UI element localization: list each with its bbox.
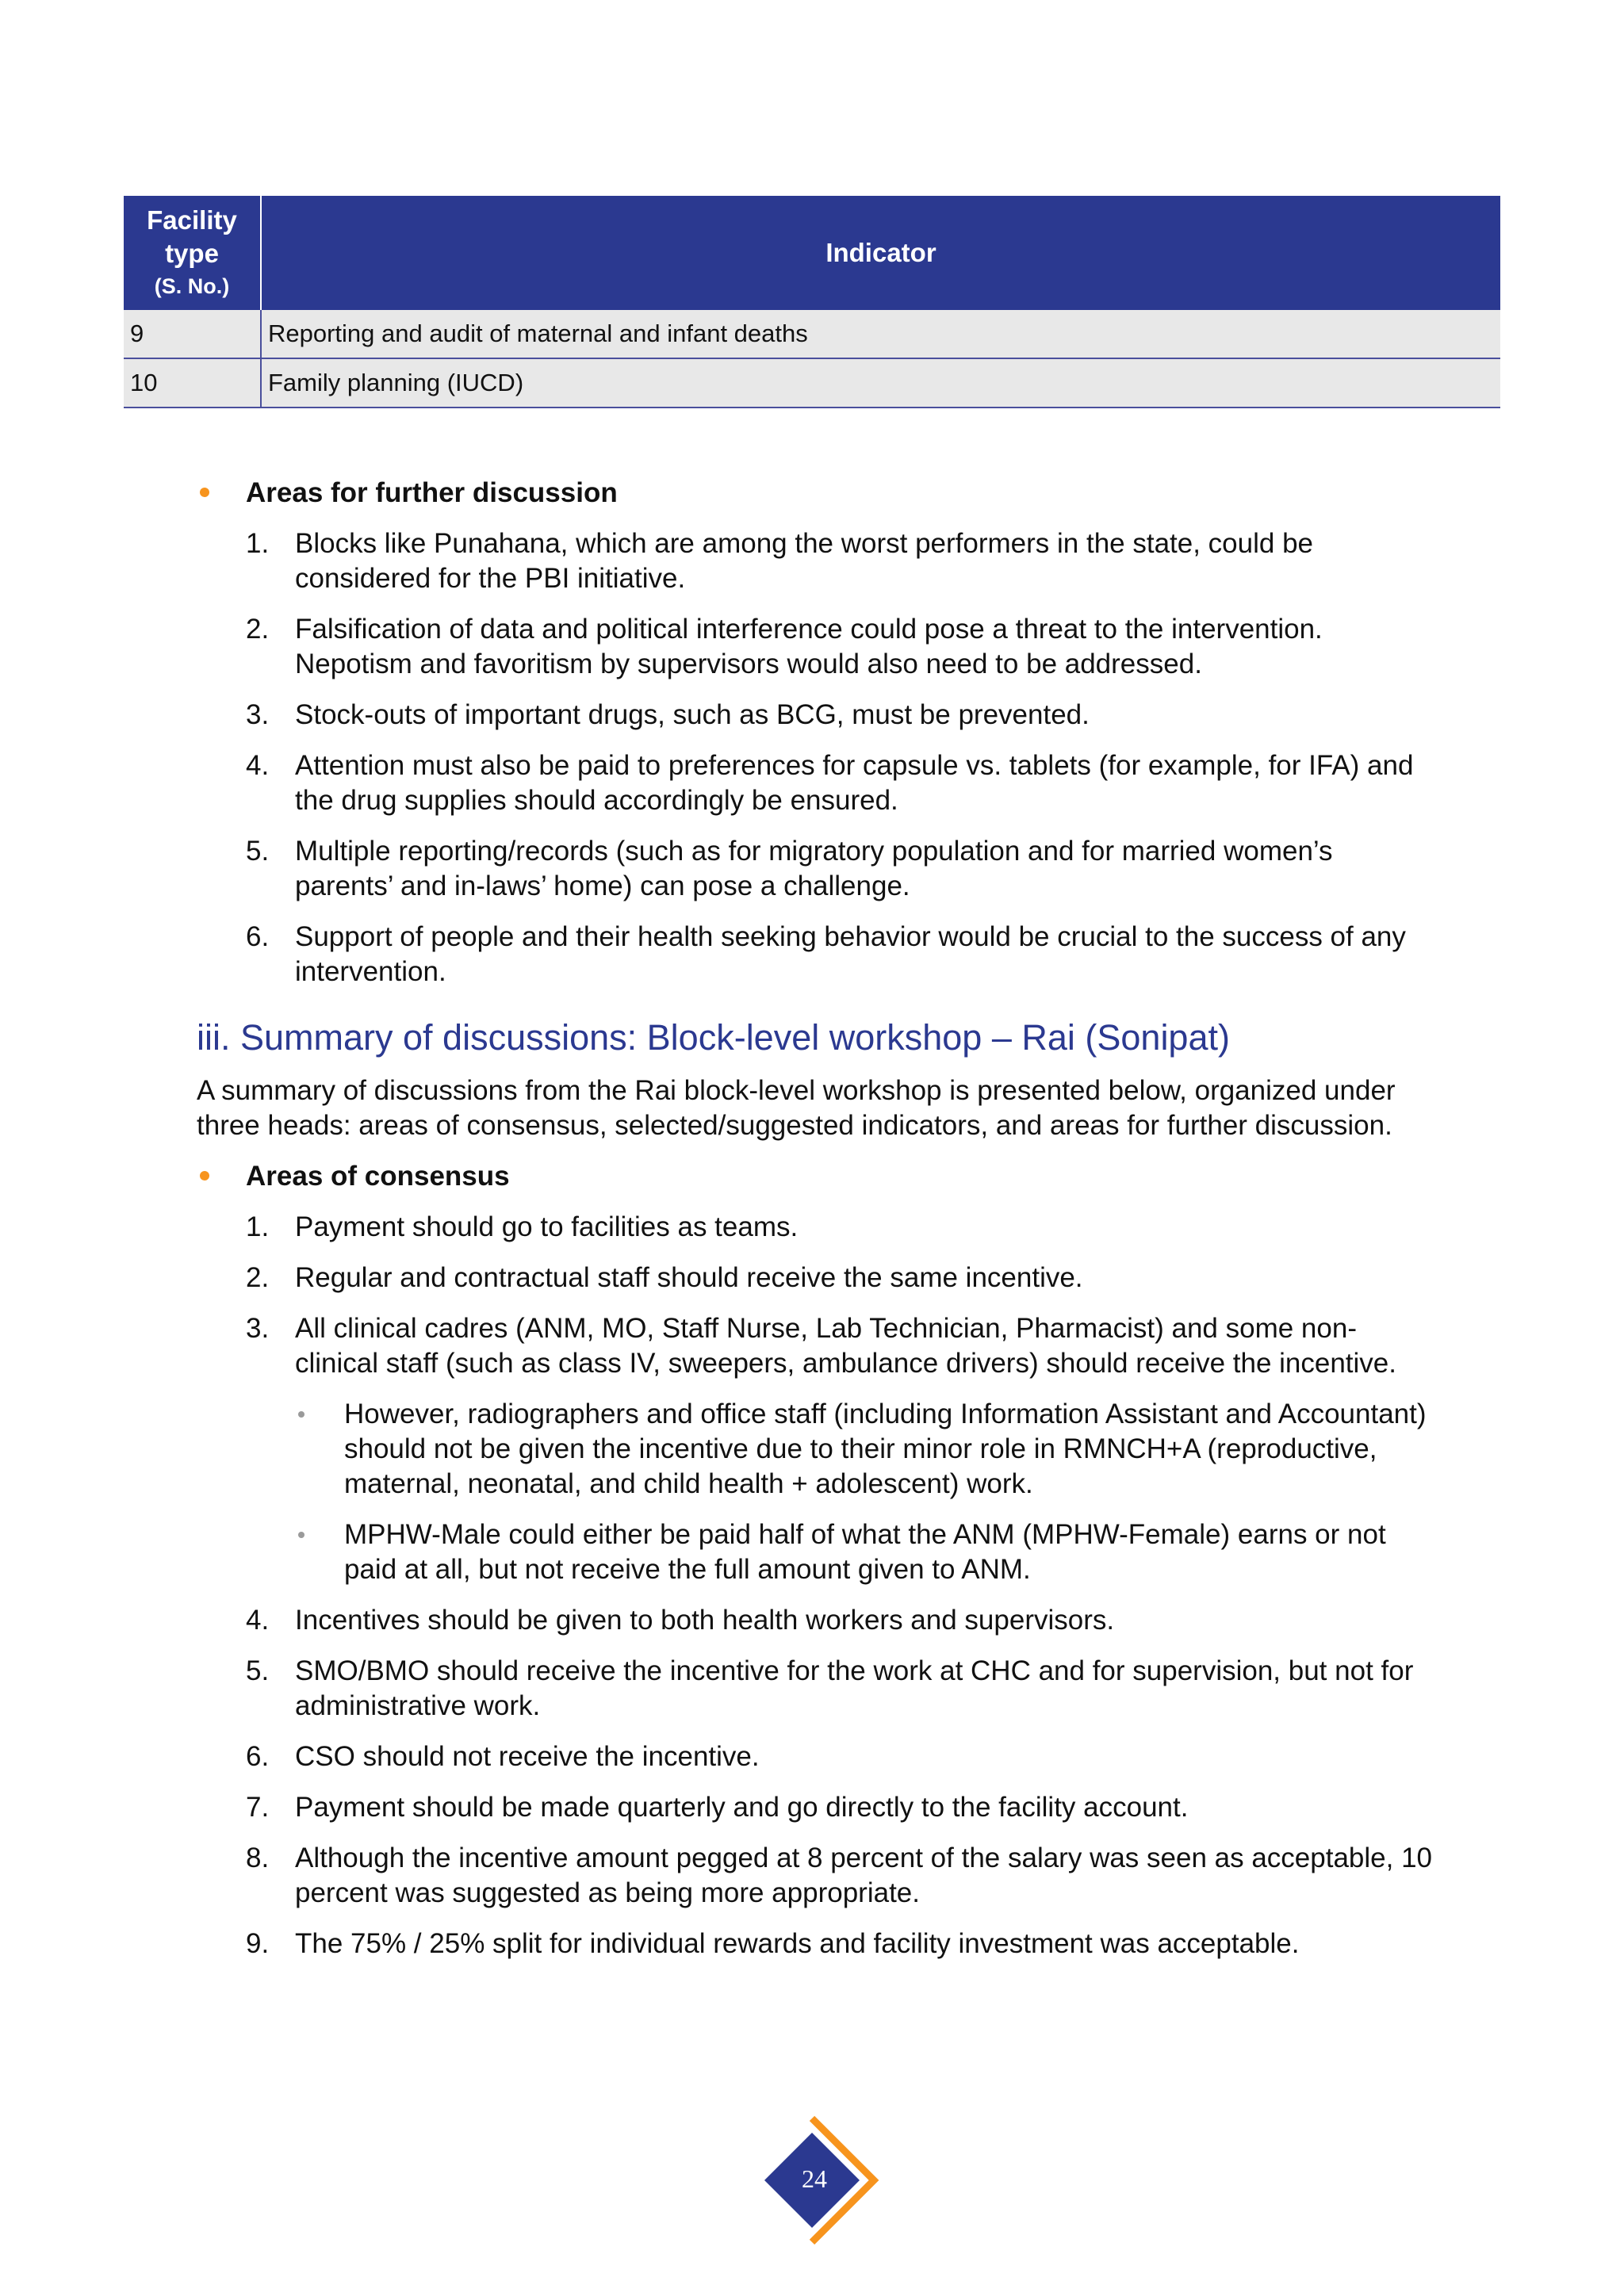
facility-header-line2: type	[165, 239, 219, 268]
sub-item-text: MPHW-Male could either be paid half of what the ANM (MPHW-Female) earns or not paid at all, but not receive the full amount given to ANM.	[344, 1519, 1386, 1585]
item-number: 3.	[246, 699, 270, 730]
list-item	[197, 1210, 1434, 1245]
item-number: 6.	[246, 921, 270, 952]
sub-list	[295, 1397, 1434, 1587]
item-text: SMO/BMO should receive the incentive for the work at CHC and for supervision, but not for administrative work.	[295, 1655, 1414, 1721]
grey-bullet-icon	[298, 1411, 304, 1418]
grey-bullet-icon	[298, 1532, 304, 1538]
indicator-header: Indicator	[261, 196, 1500, 310]
table-header-row	[124, 196, 1500, 310]
facility-header-sno: (S. No.)	[154, 274, 230, 298]
list-item	[197, 1841, 1434, 1911]
item-number: 4.	[246, 750, 270, 781]
item-text: All clinical cadres (ANM, MO, Staff Nurse, Lab Technician, Pharmacist) and some non-clinical staff (such as class IV, sweepers, ambulance drivers) should receive the incentive.	[295, 1313, 1396, 1379]
item-text: Falsification of data and political interference could pose a threat to the intervention. Nepotism and favoritism by supervisors would also need to be addressed.	[295, 614, 1323, 679]
orange-bullet-icon	[200, 1171, 209, 1181]
item-number: 6.	[246, 1741, 270, 1772]
list-item	[197, 1790, 1434, 1825]
section-intro: A summary of discussions from the Rai block-level workshop is presented below, organized under three heads: areas of consensus, selected/suggested indicators, and areas for further discussion.	[197, 1075, 1396, 1141]
list-item	[197, 748, 1434, 818]
item-text: Although the incentive amount pegged at 8 percent of the salary was seen as acceptable, 10 percent was suggested as being more appropriate.	[295, 1843, 1433, 1908]
indicator-table	[124, 196, 1500, 408]
consensus-heading	[197, 1159, 1434, 1194]
list-item	[197, 526, 1434, 596]
list-item	[197, 834, 1434, 904]
page-number: 24	[802, 2164, 827, 2193]
item-number: 2.	[246, 614, 270, 645]
facility-header-line1: Facility	[147, 205, 237, 235]
list-item	[197, 1927, 1434, 1961]
further-discussion-list	[197, 526, 1434, 989]
list-item	[197, 1311, 1434, 1587]
item-number: 5.	[246, 1655, 270, 1686]
list-item	[197, 1654, 1434, 1724]
item-number: 4.	[246, 1605, 270, 1636]
sub-item-text: However, radiographers and office staff (including Information Assistant and Accountant) should not be given the incentive due to their minor role in RMNCH+A (reproductive, maternal, neonatal, and child health + adolescent) work.	[344, 1399, 1427, 1499]
row-indicator: Reporting and audit of maternal and infant deaths	[261, 310, 1500, 358]
orange-bullet-icon	[200, 488, 209, 497]
list-item	[197, 920, 1434, 989]
item-text: Support of people and their health seeking behavior would be crucial to the success of any intervention.	[295, 921, 1406, 987]
facility-type-header	[124, 196, 261, 310]
item-number: 1.	[246, 528, 270, 559]
item-text: Payment should be made quarterly and go directly to the facility account.	[295, 1792, 1189, 1823]
item-number: 3.	[246, 1313, 270, 1344]
table-row	[124, 310, 1500, 358]
item-text: Incentives should be given to both health workers and supervisors.	[295, 1605, 1115, 1636]
section-title: iii. Summary of discussions: Block-level workshop – Rai (Sonipat)	[197, 1017, 1230, 1058]
row-indicator: Family planning (IUCD)	[261, 358, 1500, 408]
sub-list-item	[295, 1397, 1434, 1502]
item-text: Multiple reporting/records (such as for migratory population and for married women’s parents’ and in-laws’ home) can pose a challenge.	[295, 836, 1333, 901]
row-sno: 10	[124, 358, 261, 408]
item-text: Payment should go to facilities as teams.	[295, 1211, 799, 1242]
list-item	[197, 612, 1434, 682]
item-number: 7.	[246, 1792, 270, 1823]
item-number: 9.	[246, 1928, 270, 1959]
item-number: 2.	[246, 1262, 270, 1293]
item-text: CSO should not receive the incentive.	[295, 1741, 760, 1772]
further-discussion-heading	[197, 476, 1434, 511]
list-item	[197, 1739, 1434, 1774]
item-text: Attention must also be paid to preferences for capsule vs. tablets (for example, for IFA) and the drug supplies should accordingly be ensured.	[295, 750, 1414, 816]
item-number: 5.	[246, 836, 270, 867]
sub-list-item	[295, 1517, 1434, 1587]
item-text: The 75% / 25% split for individual rewards and facility investment was acceptable.	[295, 1928, 1300, 1959]
list-item	[197, 1261, 1434, 1295]
body-content	[197, 476, 1434, 1977]
consensus-list	[197, 1210, 1434, 1961]
item-text: Stock-outs of important drugs, such as BCG, must be prevented.	[295, 699, 1090, 730]
item-number: 1.	[246, 1211, 270, 1242]
heading-text: Areas of consensus	[246, 1161, 510, 1192]
item-text: Blocks like Punahana, which are among the worst performers in the state, could be considered for the PBI initiative.	[295, 528, 1314, 594]
list-item	[197, 1603, 1434, 1638]
row-sno: 9	[124, 310, 261, 358]
table-row	[124, 358, 1500, 408]
item-text: Regular and contractual staff should receive the same incentive.	[295, 1262, 1083, 1293]
list-item	[197, 698, 1434, 733]
item-number: 8.	[246, 1843, 270, 1873]
heading-text: Areas for further discussion	[246, 477, 618, 508]
